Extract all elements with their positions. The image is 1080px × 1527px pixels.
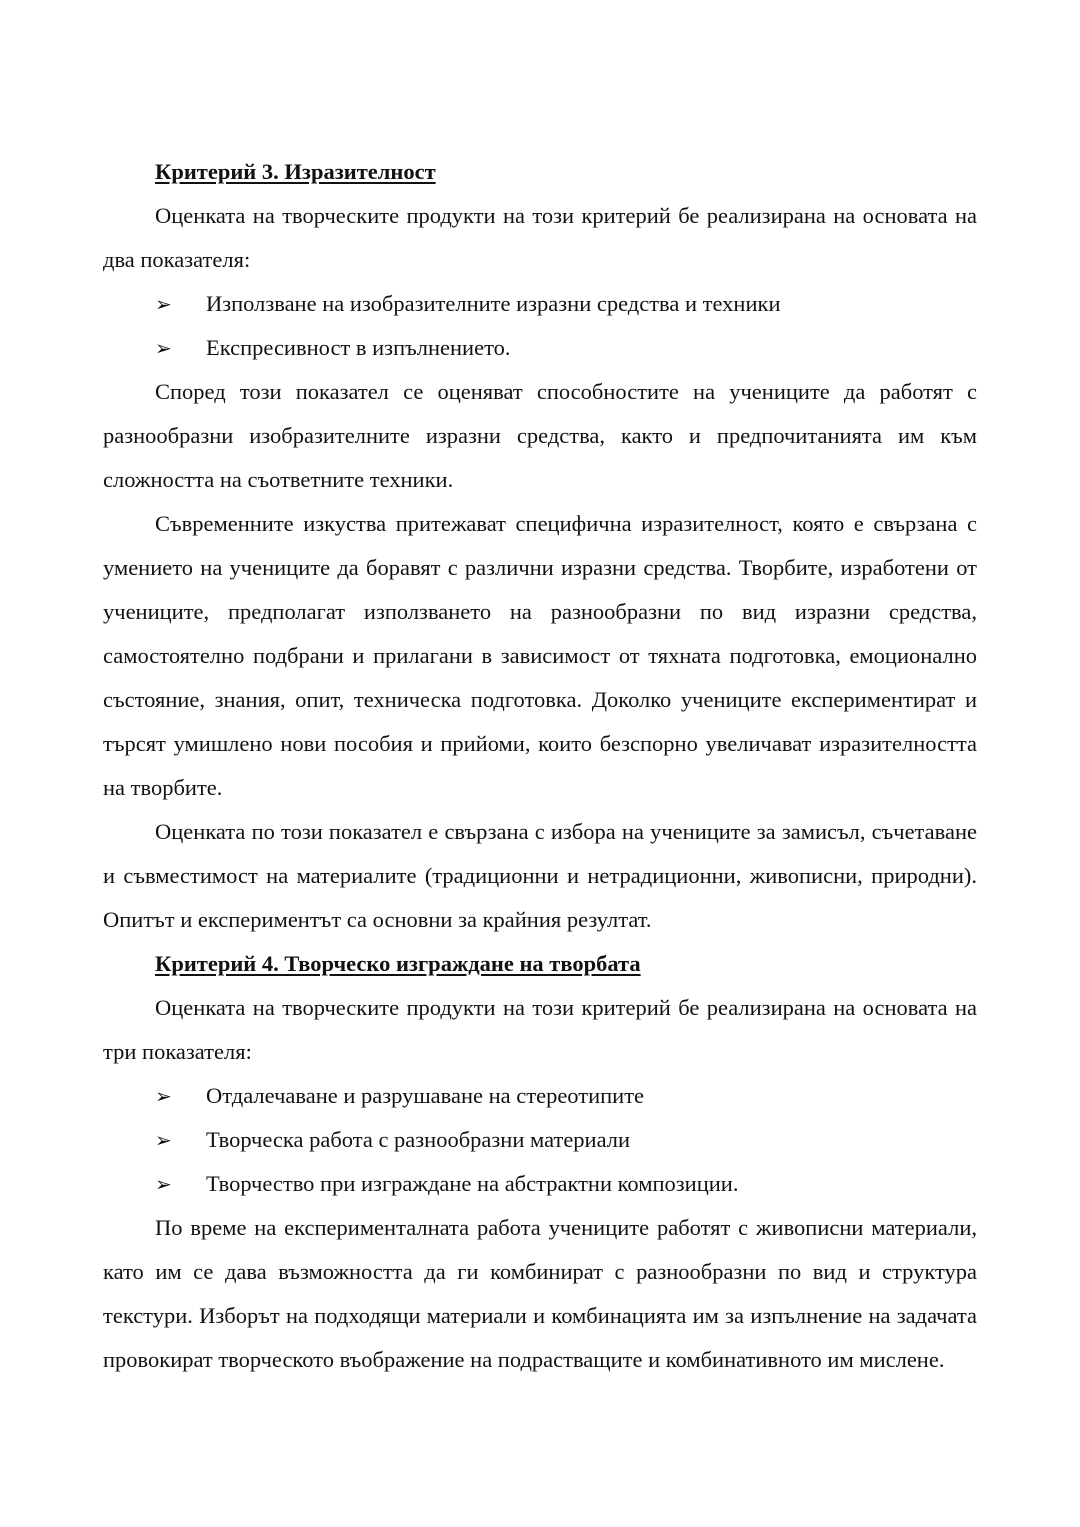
section-3-paragraph: Според този показател се оценяват способностите на учениците да работят с разнообразни изобразителните изразни средства, както и предпочитанията им към сложността на съответните техники. bbox=[103, 379, 977, 492]
bullet-text: Творчество при изграждане на абстрактни композиции. bbox=[206, 1171, 739, 1196]
section-3-paragraph: Оценката по този показател е свързана с избора на учениците за замисъл, съчетаване и съвместимост на материалите (традиционни и нетрадиционни, живописни, природни). Опитът и експериментът са основни за крайния резултат. bbox=[103, 819, 977, 932]
bullet-text: Творческа работа с разнообразни материали bbox=[206, 1127, 631, 1152]
section-3-heading: Критерий 3. Изразителност bbox=[155, 159, 436, 184]
bullet-arrow-icon: ➢ bbox=[155, 1128, 172, 1152]
section-4-intro: Оценката на творческите продукти на този критерий бе реализирана на основата на три показателя: bbox=[103, 995, 977, 1064]
section-4-bullet-list bbox=[103, 1074, 977, 1206]
document-page bbox=[103, 150, 977, 1382]
bullet-text: Отдалечаване и разрушаване на стереотипите bbox=[206, 1083, 645, 1108]
section-3-intro: Оценката на творческите продукти на този критерий бе реализирана на основата на два показателя: bbox=[103, 203, 977, 272]
section-4-heading: Критерий 4. Творческо изграждане на творбата bbox=[155, 951, 641, 976]
bullet-arrow-icon: ➢ bbox=[155, 1084, 172, 1108]
bullet-arrow-icon: ➢ bbox=[155, 1172, 172, 1196]
section-3-bullet-list bbox=[103, 282, 977, 370]
bullet-item bbox=[103, 1162, 977, 1206]
bullet-arrow-icon: ➢ bbox=[155, 292, 172, 316]
section-4-paragraph: По време на експерименталната работа учениците работят с живописни материали, като им се дава възможността да ги комбинират с разнообразни по вид и структура текстури. Изборът на подходящи материали и комбинацията им за изпълнение на задачата провокират творческото въображение на подрастващите и комбинативното им мислене. bbox=[103, 1215, 977, 1372]
bullet-text: Използване на изобразителните изразни средства и техники bbox=[206, 291, 781, 316]
bullet-text: Експресивност в изпълнението. bbox=[206, 335, 511, 360]
section-3-paragraph: Съвременните изкуства притежават специфична изразителност, която е свързана с умението на учениците да боравят с различни изразни средства. Творбите, изработени от учениците, предполагат използването на разнообразни по вид изразни средства, самостоятелно подбрани и прилагани в зависимост от тяхната подготовка, емоционално състояние, знания, опит, техническа подготовка. Доколко учениците експериментират и търсят умишлено нови пособия и прийоми, които безспорно увеличават изразителността на творбите. bbox=[103, 511, 977, 800]
bullet-item bbox=[103, 326, 977, 370]
bullet-item bbox=[103, 1074, 977, 1118]
bullet-item bbox=[103, 282, 977, 326]
bullet-arrow-icon: ➢ bbox=[155, 336, 172, 360]
bullet-item bbox=[103, 1118, 977, 1162]
